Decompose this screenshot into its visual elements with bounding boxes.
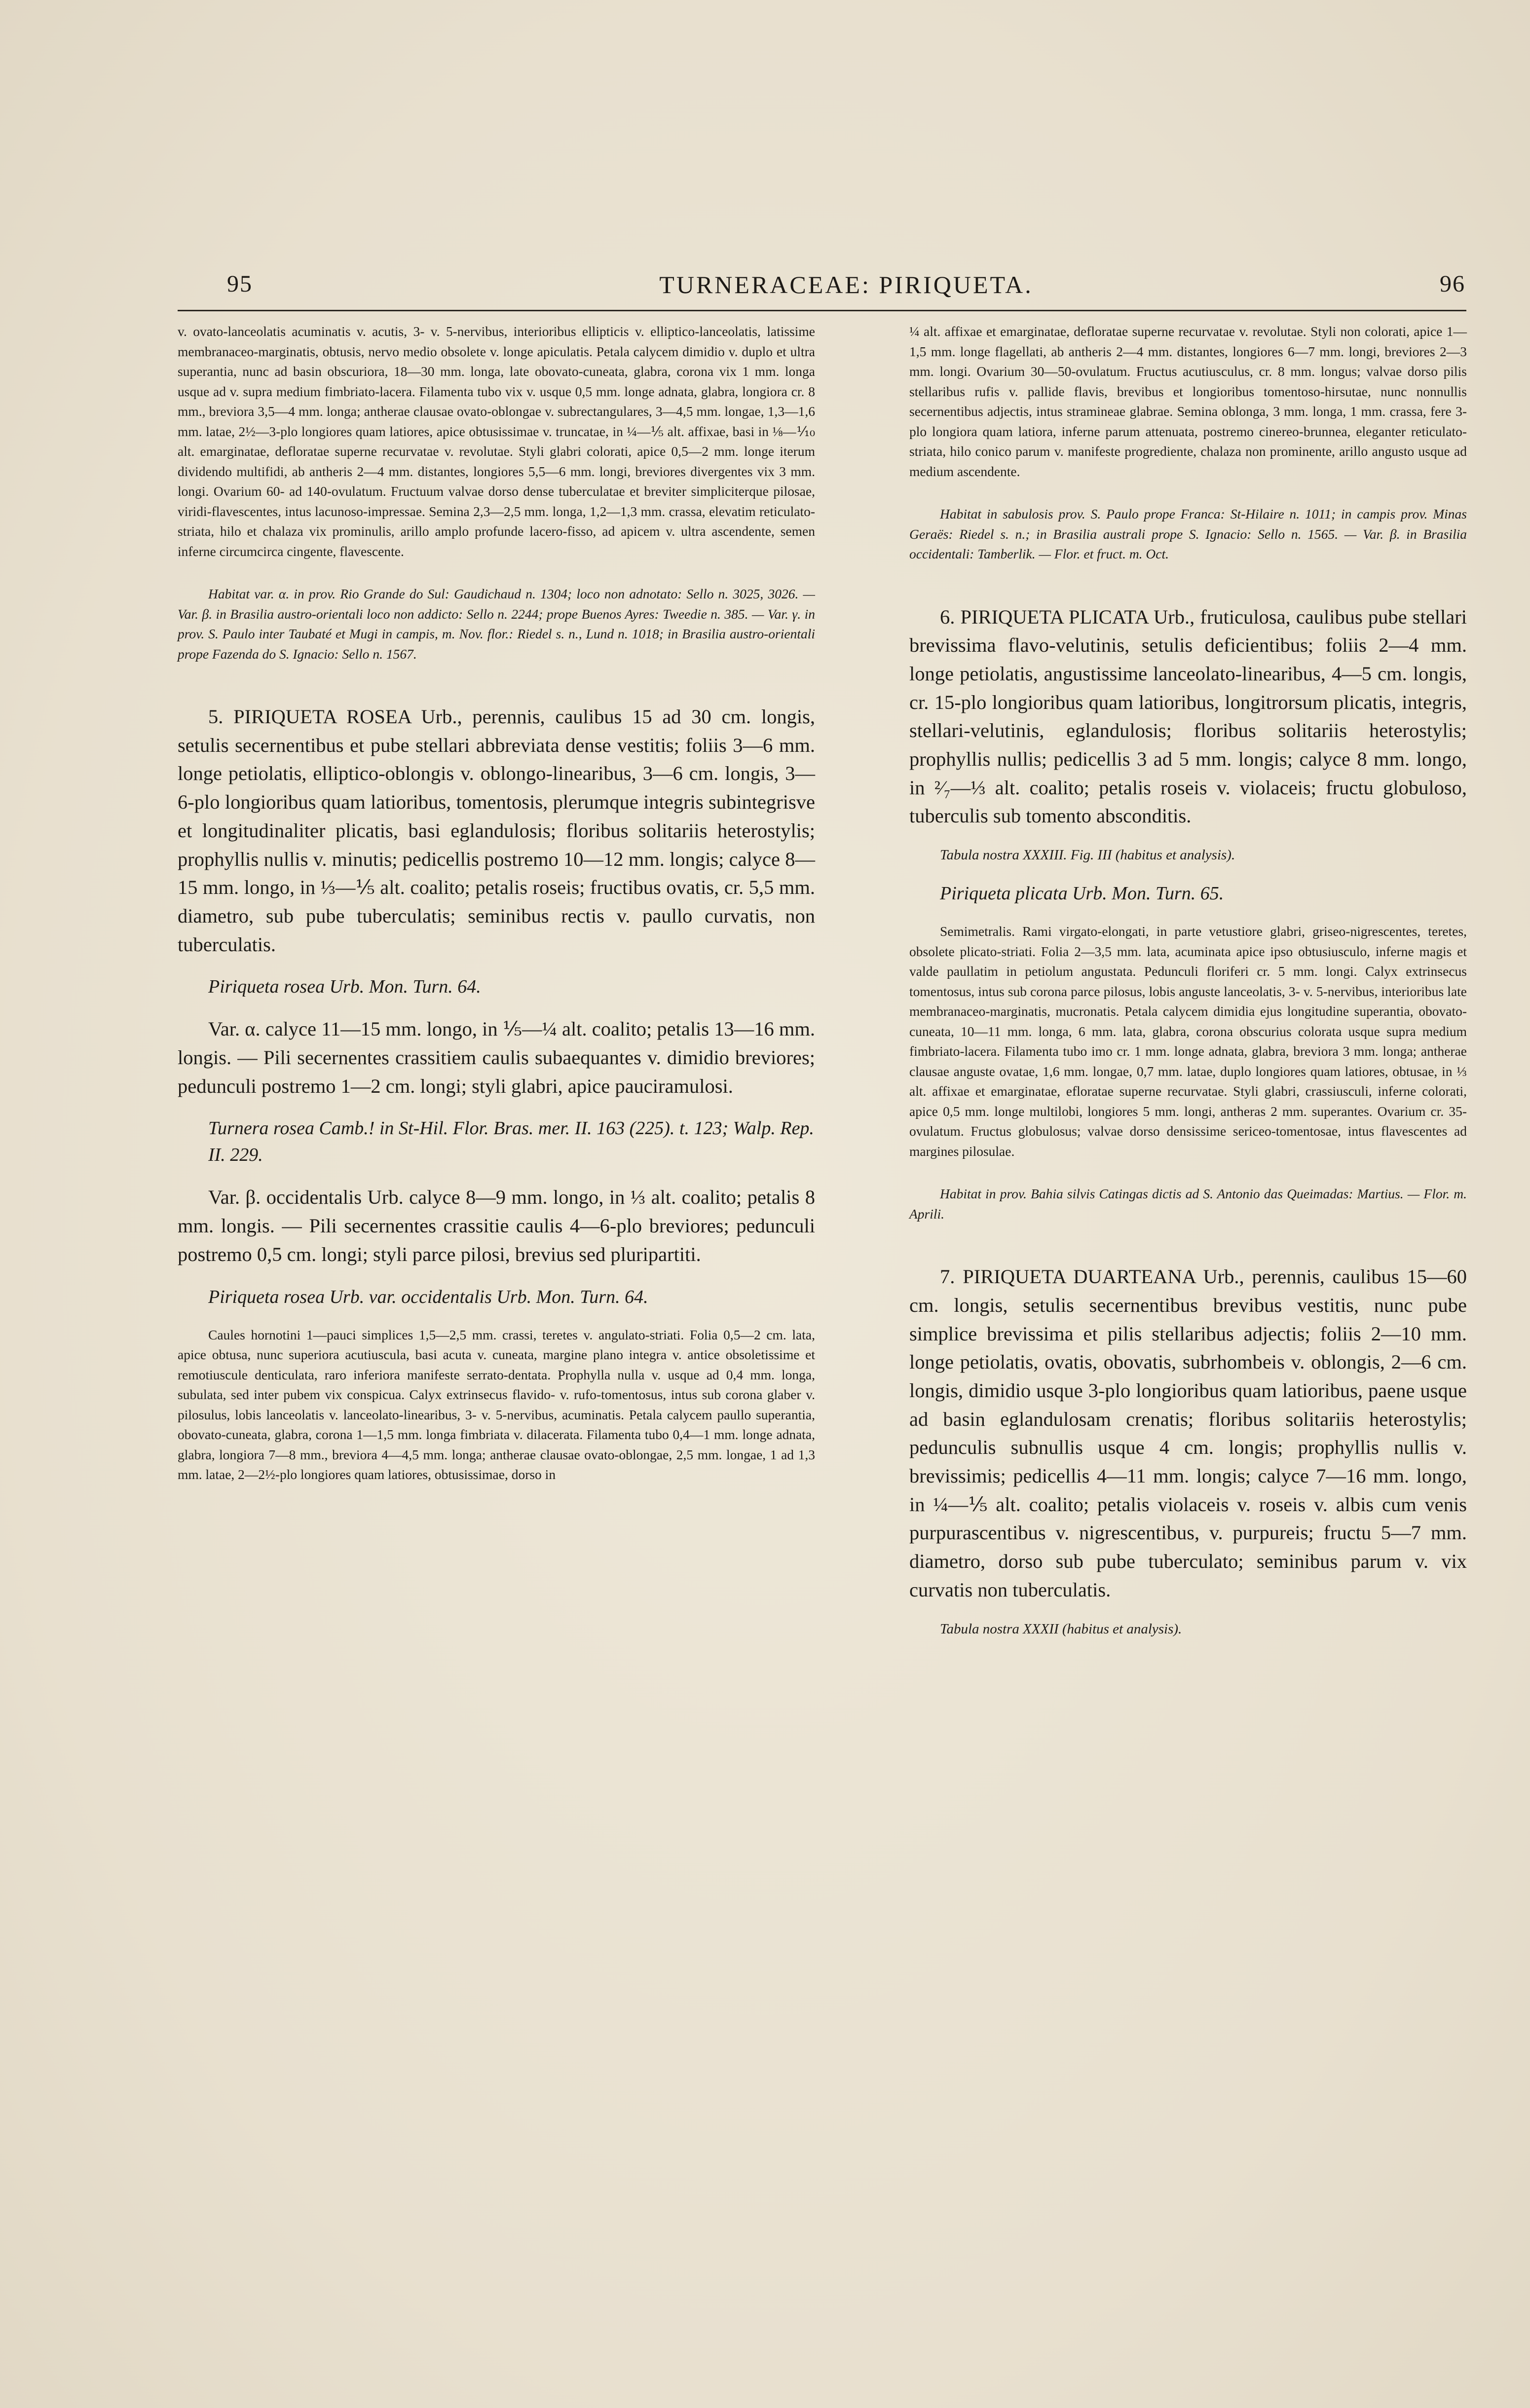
running-title: TURNERACEAE: PIRIQUETA. xyxy=(659,271,1033,298)
header-rule xyxy=(178,310,1466,311)
species-heading-plicata: 6. PIRIQUETA PLICATA Urb., fruticulosa, caulibus pube stellari brevissima flavo-velutinis, setulis deficientibus; foliis 2—4 mm. longe petiolatis, angustissime lanceolato-linearibus, 4—5 cm. longis, cr. 15-plo longioribus quam latioribus, longitrorsum plicatis, integris, stellari-velutinis, eglandulosis; floribus solitariis heterostylis; prophyllis nullis; pedicellis 3 ad 5 mm. longis; calyce 8 mm. longo, in ²⁄₇—⅓ alt. coalito; petalis roseis v. violaceis; fructu globuloso, tuberculis sub tomento absconditis. xyxy=(909,605,1467,827)
citation-plicata: Piriqueta plicata Urb. Mon. Turn. 65. xyxy=(940,883,1224,904)
description-continued-right: ¼ alt. affixae et emarginatae, defloratae superne recurvatae v. revolutae. Styli non colorati, apice 1—1,5 mm. longe flagellati, ab antheris 2—4 mm. distantes, longiores 6—7 mm. longi, breviores 2—3 mm. longi. Ovarium 30—50-ovulatum. Fructus acutiusculus, cr. 8 mm. longus; valvae dorso pilis stellaribus rufis v. pallide flavis, brevibus et longioribus tomentoso-hirsutae, nunc nonnullis secernentibus adjectis, intus stramineae glabrae. Semina oblonga, 3 mm. longa, 1 mm. crassa, fere 3-plo longiora quam latiora, inferne parum attenuata, postremo cinereo-brunnea, eleganter reticulato-striata, hilo conico parum v. manifeste progrediente, chalaza non prominente, arillo angusto usque ad medium ascendente. xyxy=(909,324,1467,479)
right-column xyxy=(909,322,1467,1639)
citation-beta: Piriqueta rosea Urb. var. occidentalis Urb. Mon. Turn. 64. xyxy=(208,1286,648,1307)
left-column xyxy=(178,322,815,1485)
tabula-plicata: Tabula nostra XXXIII. Fig. III (habitus et analysis). xyxy=(940,847,1235,863)
page-header xyxy=(227,270,1465,300)
variety-alpha: Var. α. calyce 11—15 mm. longo, in ⅕—¼ alt. coalito; petalis 13—16 mm. longis. — Pili secernentes crassitiem caulis subaequantes v. dimidio breviores; pedunculi postremo 1—2 cm. longi; styli glabri, apice pauciramulosi. xyxy=(178,1018,815,1097)
description-plicata: Semimetralis. Rami virgato-elongati, in parte vetustiore glabri, griseo-nigrescentes, teretes, obsolete plicato-striati. Folia 2—3,5 mm. lata, acuminata apice ipso obtusiusculo, inferne magis et valde paullatim in petiolum angustata. Pedunculi floriferi cr. 5 mm. longi. Calyx extrinsecus tomentosus, intus sub corona parce pilosus, lobis anguste lanceolatis, 3- v. 5-nervibus, interioribus late membranaceo-marginatis, mucronatis. Petala calycem dimidia ejus longitudine superantia, obovato-cuneata, 10—11 mm. longa, 6 mm. lata, glabra, corona obscurius colorata usque supra medium fimbriato-lacera. Filamenta tubo imo cr. 1 mm. longe adnata, glabra, breviora 3 mm. longa; antherae clausae anguste ovatae, 1,6 mm. longae, 0,7 mm. latae, duplo longiores quam latiores, obtusae, in ⅓ alt. affixae et emarginatae, efloratae superne recurvatae. Styli glabri, crassiusculi, inferne colorati, apice 0,5 mm. longe multilobi, longiores 5 mm. longi, antheras 2 mm. superantes. Ovarium cr. 35-ovulatum. Fructus globulosus; valvae dorso densissime sericeo-tomentosae, intus flavescentes ad margines pilosulae. xyxy=(909,924,1467,1159)
citation-rosea: Piriqueta rosea Urb. Mon. Turn. 64. xyxy=(208,976,481,998)
page-number-right: 96 xyxy=(1440,271,1465,297)
tabula-duarteana: Tabula nostra XXXII (habitus et analysis). xyxy=(940,1621,1182,1637)
description-continued: v. ovato-lanceolatis acuminatis v. acutis, 3- v. 5-nervibus, interioribus ellipticis v. elliptico-lanceolatis, latissime membranaceo-marginatis, obtusis, nervo medio obsolete v. longe apiculatis. Petala calycem dimidio v. duplo et ultra superantia, nunc ad basin obscuriora, 18—30 mm. longa, late obovato-cuneata, glabra, corona vix 1 mm. longa usque ad v. supra medium fimbriato-lacera. Filamenta tubo vix v. usque 0,5 mm. longe adnata, glabra, longiora cr. 8 mm., breviora 3,5—4 mm. longa; antherae clausae ovato-oblongae v. subrectangulares, 3—4,5 mm. longae, 1,3—1,6 mm. latae, 2½—3-plo longiores quam latiores, apice obtusissimae v. truncatae, in ¼—⅕ alt. affixae, basi in ⅛—⅒ alt. emarginatae, defloratae superne recurvatae v. revolutae. Styli glabri colorati, apice 0,5—2 mm. longe iterum dividendo multifidi, ab antheris 2—4 mm. distantes, longiores 5,5—6 mm. longi, breviores divergentes vix 3 mm. longi. Ovarium 60- ad 140-ovulatum. Fructuum valvae dorso dense tuberculatae et breviter simpliciterque pilosae, viridi-flavescentes, intus lacunoso-impressae. Semina 2,3—2,5 mm. longa, 1,2—1,3 mm. crassa, elevatim reticulato-striata, hilo et chalaza vix prominulis, arillo amplo profunde lacero-fisso, ad apicem v. ultra ascendente, semen inferne circumcirca cingente, flavescente. xyxy=(178,324,815,559)
species-heading-duarteana: 7. PIRIQUETA DUARTEANA Urb., perennis, caulibus 15—60 cm. longis, setulis secernentibus brevibus vestitis, nunc pube simplice brevissima et pilis stellaribus adjectis; foliis 2—10 mm. longe petiolatis, ovatis, obovatis, subrhombeis v. oblongis, 2—6 cm. longis, dimidio usque 3-plo longioribus quam latioribus, paene usque ad basin eglandulosam crenatis; floribus solitariis heterostylis; pedunculis subnullis usque 4 cm. longis; prophyllis nullis v. brevissimis; pedicellis 4—11 mm. longis; calyce 7—16 mm. longo, in ¼—⅕ alt. coalito; petalis violaceis v. roseis v. albis cum venis purpurascentibus v. nigrescentibus, v. purpureis; fructu 5—7 mm. diametro, dorso sub pube tuberculato; seminibus parum v. vix curvatis non tuberculatis. xyxy=(909,1265,1467,1601)
habitat-plicata: Habitat in prov. Bahia silvis Catingas dictis ad S. Antonio das Queimadas: Martius. — Flor. m. Aprili. xyxy=(909,1186,1467,1222)
variety-beta: Var. β. occidentalis Urb. calyce 8—9 mm. longo, in ⅓ alt. coalito; petalis 8 mm. longis. — Pili secernentes crassitie caulis 4—6-plo breviores; pedunculi postremo 0,5 cm. longi; styli parce pilosi, brevius sed pluripartiti. xyxy=(178,1186,815,1265)
citation-alpha: Turnera rosea Camb.! in St-Hil. Flor. Bras. mer. II. 163 (225). t. 123; Walp. Rep. II. 229. xyxy=(208,1118,814,1166)
habitat-paragraph: Habitat var. α. in prov. Rio Grande do Sul: Gaudichaud n. 1304; loco non adnotato: Sello n. 3025, 3026. — Var. β. in Brasilia austro-orientali loco non addicto: Sello n. 2244; prope Buenos Ayres: Tweedie n. 385. — Var. γ. in prov. S. Paulo inter Taubaté et Mugi in campis, m. Nov. flor.: Riedel s. n., Lund n. 1018; in Brasilia austro-orientali prope Fazenda do S. Ignacio: Sello n. 1567. xyxy=(178,586,815,662)
page-number-left: 95 xyxy=(227,271,253,297)
description-rosea: Caules hornotini 1—pauci simplices 1,5—2,5 mm. crassi, teretes v. angulato-striati. Folia 0,5—2 cm. lata, apice obtusa, nunc superiora acutiuscula, basi acuta v. cuneata, margine plano integra v. antice obsoletissime et remotiuscule denticulata, raro inferiora manifeste serrato-dentata. Prophylla nulla v. usque ad 0,4 mm. longa, subulata, sed inter pubem vix conspicua. Calyx extrinsecus flavido- v. rufo-tomentosus, intus sub corona glaber v. pilosulus, lobis lanceolatis v. lanceolato-linearibus, 3- v. 5-nervibus, acuminatis. Petala calycem paullo superantia, obovato-cuneata, glabra, corona 1—1,5 mm. longa fimbriata v. dilacerata. Filamenta tubo 0,4—1 mm. longe adnata, glabra, longiora 7—8 mm., breviora 4—4,5 mm. longa; antherae clausae ovato-oblongae, 2,5 mm. longae, 1 ad 1,3 mm. latae, 2—2½-plo longiores quam latiores, obtusissimae, dorso in xyxy=(178,1327,815,1482)
habitat-rosea: Habitat in sabulosis prov. S. Paulo prope Franca: St-Hilaire n. 1011; in campis prov. Minas Geraës: Riedel s. n.; in Brasilia australi prope S. Ignacio: Sello n. 1565. — Var. β. in Brasilia occidentali: Tamberlik. — Flor. et fruct. m. Oct. xyxy=(909,506,1467,561)
species-heading-rosea: 5. PIRIQUETA ROSEA Urb., perennis, caulibus 15 ad 30 cm. longis, setulis secernentibus et pube stellari abbreviata dense vestitis; foliis 3—6 mm. longe petiolatis, elliptico-oblongis v. oblongo-linearibus, 3—6 cm. longis, 3—6-plo longioribus quam latioribus, tomentosis, plerumque integris subintegrisve et longitudinaliter plicatis, basi eglandulosis; floribus solitariis heterostylis; prophyllis nullis v. minutis; pedicellis postremo 10—12 mm. longis; calyce 8—15 mm. longo, in ⅓—⅕ alt. coalito; petalis roseis; fructibus ovatis, cr. 5,5 mm. diametro, sub pube tuberculatis; seminibus rectis v. paullo curvatis, non tuberculatis. xyxy=(178,705,815,956)
